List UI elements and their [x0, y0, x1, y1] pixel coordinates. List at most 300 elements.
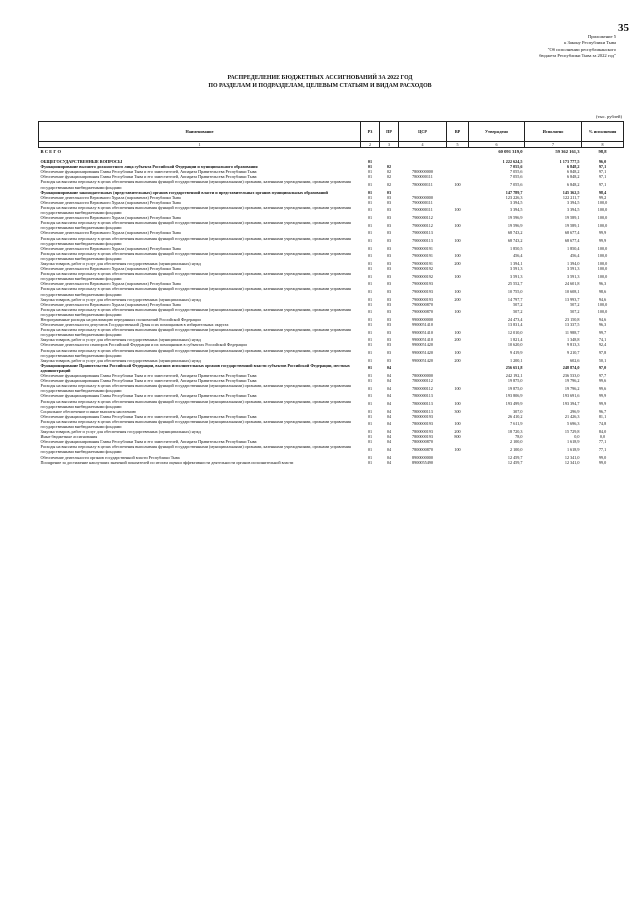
row-pr: 03	[386, 194, 392, 200]
row-executed: 6 848,2	[566, 182, 580, 188]
row-executed: 602,6	[570, 357, 580, 363]
row-csr: 9900051420	[412, 350, 433, 356]
row-executed: 10 608,1	[564, 288, 580, 294]
row-rz: 01	[367, 434, 373, 440]
row-name: Обеспечение деятельности Верховного Хурала (парламента) Республики Тыва	[40, 215, 181, 221]
row-name: Обеспечение деятельности Верховного Хурала (парламента) Республики Тыва	[40, 266, 181, 272]
row-vr: 100	[454, 253, 461, 259]
row-rz: 01	[367, 260, 373, 266]
row-approved: 3 591,3	[509, 266, 523, 272]
row-vr: 100	[454, 309, 461, 315]
row-pr: 03	[386, 337, 392, 343]
table-row	[39, 460, 624, 465]
row-rz: 01	[367, 164, 373, 170]
row-csr: 7800000113	[412, 393, 433, 399]
row-pr: 04	[386, 421, 392, 427]
row-vr: 100	[454, 222, 461, 228]
row-executed: 15 729,8	[564, 429, 580, 435]
row-approved: 24 473,4	[507, 317, 523, 322]
row-name: Обеспечение деятельности Верховного Хурала (парламента) Республики Тыва	[40, 199, 181, 205]
row-csr: 7800000111	[412, 174, 433, 180]
header-name: Наименование	[39, 122, 361, 142]
row-percent: 99,7	[598, 329, 607, 335]
row-vr: 300	[454, 408, 461, 414]
table-row	[39, 220, 624, 230]
row-approved: 1 200,1	[509, 357, 523, 363]
row-rz: 01	[367, 329, 373, 335]
row-approved: 7 611,9	[510, 421, 523, 427]
row-name: Обеспечение деятельности сенаторов Российской Федерации и их помощников в субъектах Российской Федерации	[40, 342, 247, 348]
row-pr: 03	[386, 309, 392, 315]
row-executed: 3 394,5	[566, 207, 580, 213]
row-rz: 01	[367, 317, 373, 322]
row-vr: 200	[454, 357, 461, 363]
row-name: Расходы на выплаты персоналу в целях обеспечения выполнения функций государственными (муниципальными) органами, казенными учреждениями, органами управления государственными внебюджетными фондами	[40, 398, 351, 409]
row-executed: 12 341,0	[564, 459, 580, 465]
row-executed: 68 677,4	[564, 238, 580, 244]
row-percent: 99,9	[598, 238, 607, 244]
row-csr: 7800000193	[412, 413, 433, 419]
row-pr: 04	[386, 434, 392, 440]
row-name: Функционирование высшего должностного лица субъекта Российской Федерации и муниципального образования	[40, 164, 258, 170]
row-csr: 7800000193	[412, 429, 433, 435]
row-rz: 01	[367, 385, 373, 391]
row-rz: 01	[367, 266, 373, 272]
row-executed: 68 677,4	[564, 230, 580, 236]
row-pr: 03	[386, 342, 392, 348]
row-executed: 456,4	[570, 253, 580, 259]
units-label: (тыс. рублей)	[596, 114, 622, 119]
row-executed: 1 348,8	[566, 337, 580, 343]
row-percent: 50,1	[598, 357, 607, 363]
header-vr: ВР	[447, 122, 469, 142]
row-rz: 01	[367, 408, 373, 414]
row-approved: 7 055,6	[509, 182, 523, 188]
row-executed: 19 589,1	[564, 215, 580, 221]
row-percent: 96,0	[598, 159, 607, 165]
appendix-line: "Об исполнении республиканского	[547, 46, 616, 52]
row-pr: 03	[386, 245, 392, 251]
row-executed: 193 691,6	[562, 393, 580, 399]
column-number: 6	[469, 142, 525, 148]
row-percent: 99,0	[598, 454, 607, 460]
row-pr: 03	[386, 350, 392, 356]
row-rz: 01	[367, 182, 373, 188]
row-rz: 01	[367, 301, 373, 307]
row-percent: 92,4	[598, 342, 607, 348]
row-rz: 01	[367, 253, 373, 259]
row-csr: 7900000111	[412, 207, 433, 213]
row-percent: 100,0	[597, 207, 608, 213]
row-executed: 19 589,1	[564, 222, 580, 228]
row-csr: 7800000000	[412, 373, 433, 379]
row-csr: 9900000000	[412, 317, 433, 322]
row-rz: 01	[367, 174, 373, 180]
row-executed: 13 993,7	[564, 296, 580, 302]
row-vr: 100	[454, 329, 461, 335]
row-approved: 456,4	[513, 253, 523, 259]
row-pr: 03	[386, 215, 392, 221]
row-csr: 7900000193	[412, 281, 433, 287]
row-pr: 03	[386, 288, 392, 294]
row-approved: 25 552,7	[507, 281, 523, 287]
row-percent: 77,1	[598, 439, 607, 445]
row-approved: 12 010,0	[507, 329, 523, 335]
row-executed: 11 988,7	[564, 329, 580, 335]
row-approved: 10 755,0	[507, 288, 523, 294]
row-name: Поощрение за достижение наилучших значений показателей по итогам оценки эффективности деятельности органов исполнительной власти	[40, 459, 294, 465]
row-approved: 256 651,8	[505, 365, 523, 371]
row-pr: 03	[386, 207, 392, 213]
row-name: Обеспечение деятельности Верховного Хурала (парламента) Республики Тыва	[40, 281, 181, 287]
row-csr: 7900000192	[412, 273, 433, 279]
row-approved: 2 100,0	[509, 446, 523, 452]
row-rz: 01	[367, 378, 373, 384]
row-rz: 01	[367, 401, 373, 407]
row-executed: 236 533,0	[562, 373, 580, 379]
row-executed: 59 362 161,3	[555, 149, 580, 155]
row-executed: 23 150,8	[564, 317, 580, 322]
row-approved: 1 222 624,5	[502, 159, 523, 165]
row-name: Расходы на выплаты персоналу в целях обеспечения выполнения функций государственными (муниципальными) органами, казенными учреждениями, органами управления государственными внебюджетными фондами	[40, 444, 351, 455]
row-csr: 9900051420	[412, 342, 433, 348]
table-row	[39, 363, 624, 373]
column-number: 4	[399, 142, 447, 148]
column-number: 8	[582, 142, 624, 148]
row-csr: 7800000112	[412, 378, 433, 384]
row-pr: 03	[386, 253, 392, 259]
row-pr: 03	[386, 317, 392, 322]
row-csr: 7900000113	[412, 238, 433, 244]
row-approved: 507,2	[513, 309, 523, 315]
row-name: Расходы на выплаты персоналу в целях обеспечения выполнения функций государственными (муниципальными) органами, казенными учреждениями, органами управления государственными внебюджетными фондами	[40, 179, 351, 190]
row-approved: 13 831,4	[507, 322, 523, 328]
row-executed: 3 591,3	[566, 273, 580, 279]
row-csr: 7900000193	[412, 296, 433, 302]
row-name: Расходы на выплаты персоналу в целях обеспечения выполнения функций государственными (муниципальными) органами, казенными учреждениями, органами управления государственными внебюджетными фондами	[40, 271, 351, 282]
row-approved: 19 875,0	[507, 385, 523, 391]
row-pr: 04	[386, 393, 392, 399]
row-pr: 02	[386, 169, 392, 175]
row-approved: 2 100,0	[509, 439, 523, 445]
row-pr: 03	[386, 238, 392, 244]
row-pr: 03	[386, 230, 392, 236]
row-approved: 19 875,0	[507, 378, 523, 384]
row-name: Обеспечение функционирования Главы Республики Тыва и его заместителей, Аппарата Правительства Республики Тыва	[40, 413, 257, 419]
row-name: Функционирование Правительства Российской Федерации, высших исполнительных органов государственной власти субъектов Российской Федерации, местных администраций	[40, 362, 350, 373]
row-rz: 01	[367, 393, 373, 399]
row-vr	[447, 363, 469, 373]
row-vr: 800	[454, 434, 461, 440]
row-rz: 01	[367, 309, 373, 315]
table-row	[39, 205, 624, 215]
row-approved: 1 394,1	[509, 260, 523, 266]
row-csr: 7800000112	[412, 385, 433, 391]
header-csr: ЦСР	[399, 122, 447, 142]
row-csr: 7900000000	[412, 194, 433, 200]
row-vr: 100	[454, 207, 461, 213]
row-percent: 99,9	[598, 401, 607, 407]
row-executed: 6 848,2	[566, 164, 580, 170]
row-approved: 26 410,2	[507, 413, 523, 419]
row-pr: 04	[386, 446, 392, 452]
table-row	[39, 348, 624, 358]
column-number: 7	[525, 142, 582, 148]
row-approved: 1 821,4	[509, 337, 523, 343]
row-pr: 03	[386, 322, 392, 328]
row-approved: 147 789,7	[505, 189, 523, 195]
row-executed: 3 394,5	[566, 199, 580, 205]
row-rz: 01	[367, 439, 373, 445]
row-csr: 7900000112	[412, 222, 433, 228]
row-rz: 01	[367, 169, 373, 175]
row-csr: 9900051420	[412, 357, 433, 363]
row-rz: 01	[367, 238, 373, 244]
row-approved: 78,0	[515, 434, 523, 440]
row-percent: 99,9	[598, 230, 607, 236]
row-csr: 7900000191	[412, 245, 433, 251]
row-rz: 01	[367, 459, 373, 465]
row-percent: 97,7	[598, 373, 607, 379]
row-name: Обеспечение деятельности депутатов Государственной Думы и их помощников в избирательных округах	[40, 322, 229, 328]
row-name: ОБЩЕГОСУДАРСТВЕННЫЕ ВОПРОСЫ	[40, 159, 123, 165]
row-percent: 84,0	[598, 429, 607, 435]
row-percent: 97,1	[598, 174, 607, 180]
row-rz: 01	[367, 421, 373, 427]
row-executed: 248 874,0	[562, 365, 580, 371]
row-executed: 12 341,0	[564, 454, 580, 460]
row-executed: 193 394,7	[562, 401, 580, 407]
row-pr: 04	[386, 365, 392, 371]
row-percent: 100,0	[597, 245, 608, 251]
row-pr: 02	[386, 164, 392, 170]
table-row	[39, 383, 624, 393]
row-name: Обеспечение деятельности Верховного Хурала (парламента) Республики Тыва	[40, 301, 181, 307]
row-name: Обеспечение функционирования Главы Республики Тыва и его заместителей, Аппарата Правительства Республики Тыва	[40, 169, 257, 175]
row-executed: 296,9	[570, 408, 580, 414]
row-name: Расходы на выплаты персоналу в целях обеспечения выполнения функций государственными (муниципальными) органами, казенными учреждениями, органами управления государственными внебюджетными фондами	[40, 204, 351, 216]
row-percent: 81,1	[598, 413, 607, 419]
row-approved: 507,2	[513, 301, 523, 307]
row-pr: 03	[386, 357, 392, 363]
page-number: 35	[618, 22, 629, 34]
row-pr: 03	[386, 199, 392, 205]
row-percent: 97,0	[598, 365, 607, 371]
row-rz: 01	[367, 199, 373, 205]
row-percent: 99,6	[598, 378, 607, 384]
row-percent: 100,0	[597, 260, 608, 266]
document-subtitle: ПО РАЗДЕЛАМ И ПОДРАЗДЕЛАМ, ЦЕЛЕВЫМ СТАТЬЯМ И ВИДАМ РАСХОДОВ	[208, 83, 432, 89]
row-name: Расходы на выплаты персоналу в целях обеспечения выполнения функций государственными (муниципальными) органами, казенными учреждениями, органами управления государственными внебюджетными фондами	[40, 347, 351, 358]
row-pr: 03	[386, 301, 392, 307]
row-approved: 68 743,2	[507, 238, 523, 244]
row-percent: 97,8	[598, 350, 607, 356]
row-percent: 99,6	[598, 385, 607, 391]
row-percent: 99,9	[598, 393, 607, 399]
row-executed: 19 796,2	[564, 378, 580, 384]
appendix-line: к Закону Республики Тыва	[564, 40, 616, 46]
row-percent: 98,6	[598, 288, 607, 294]
row-percent: 96,7	[598, 408, 607, 414]
row-name: Обеспечение функционирования Главы Республики Тыва и его заместителей, Аппарата Правительства Республики Тыва	[40, 174, 257, 180]
row-pr: 04	[386, 429, 392, 435]
table-row	[39, 286, 624, 296]
row-csr: 9900051410	[412, 329, 433, 335]
appendix-line: бюджета Республики Тыва за 2022 год"	[539, 53, 616, 59]
row-csr: 7900000191	[412, 253, 433, 259]
row-rz: 01	[367, 273, 373, 279]
row-percent: 99,2	[598, 194, 607, 200]
row-pr: 04	[386, 378, 392, 384]
row-rz: 01	[367, 230, 373, 236]
row-vr: 100	[454, 273, 461, 279]
row-name: Функционирование законодательных (представительных) органов государственной власти и представительных органов муниципальных образований	[40, 189, 328, 195]
column-number: 5	[447, 142, 469, 148]
row-vr: 100	[454, 385, 461, 391]
appendix-note	[466, 34, 616, 60]
row-vr: 200	[454, 296, 461, 302]
row-approved: 193 806,9	[505, 393, 523, 399]
row-approved: 3 394,5	[509, 207, 523, 213]
row-percent: 77,1	[598, 446, 607, 452]
row-name: Обеспечение функционирования Главы Республики Тыва и его заместителей, Аппарата Правительства Республики Тыва	[40, 393, 257, 399]
row-percent: 100,0	[597, 215, 608, 221]
row-name: Непрограммные расходы на реализацию переданных полномочий Российской Федерации	[40, 317, 201, 322]
row-executed: 1 394,0	[566, 260, 580, 266]
row-executed: 6 848,2	[566, 169, 580, 175]
row-rz: 01	[367, 365, 373, 371]
row-name: Обеспечение деятельности Верховного Хурала (парламента) Республики Тыва	[40, 245, 181, 251]
row-rz: 01	[367, 288, 373, 294]
row-approved: 7 055,6	[509, 164, 523, 170]
row-vr	[447, 460, 469, 465]
row-percent: 100,0	[597, 301, 608, 307]
row-vr: 100	[454, 401, 461, 407]
row-name: Обеспечение функционирования Главы Республики Тыва и его заместителей, Аппарата Правительства Республики Тыва	[40, 373, 257, 379]
row-rz: 01	[367, 296, 373, 302]
row-rz: 01	[367, 446, 373, 452]
row-name: Закупка товаров, работ и услуг для обеспечения государственных (муниципальных) нужд	[40, 296, 201, 302]
row-vr: 100	[454, 238, 461, 244]
row-rz: 01	[367, 350, 373, 356]
row-csr: 7900000111	[412, 199, 433, 205]
row-pr: 03	[386, 296, 392, 302]
row-approved: 19 596,9	[507, 215, 523, 221]
row-percent: 98,8	[598, 149, 607, 155]
table-row	[39, 236, 624, 246]
row-pr: 03	[386, 281, 392, 287]
row-name: Иные бюджетные ассигнования	[40, 434, 98, 440]
row-name: Расходы на выплаты персоналу в целях обеспечения выполнения функций государственными (муниципальными) органами, казенными учреждениями, органами управления государственными внебюджетными фондами	[40, 306, 351, 317]
row-vr: 200	[454, 337, 461, 343]
row-executed: 1 618,9	[566, 439, 580, 445]
header-approved: Утверждено	[469, 122, 525, 142]
table-row	[39, 271, 624, 281]
row-vr	[447, 148, 469, 156]
row-rz: 01	[367, 222, 373, 228]
row-approved: 7 055,6	[509, 169, 523, 175]
row-pr: 04	[386, 408, 392, 414]
row-percent: 100,0	[597, 266, 608, 272]
row-executed: 21 426,3	[564, 413, 580, 419]
row-approved: 3 394,5	[509, 199, 523, 205]
row-executed: 122 211,7	[562, 194, 580, 200]
row-name: Расходы на выплаты персоналу в целях обеспечения выполнения функций государственными (муниципальными) органами, казенными учреждениями, органами управления государственными внебюджетными фондами	[40, 327, 351, 338]
row-name: Обеспечение деятельности Верховного Хурала (парламента) Республики Тыва	[40, 230, 181, 236]
row-rz: 01	[367, 342, 373, 348]
row-executed: 13 337,5	[564, 322, 580, 328]
row-rz: 01	[367, 159, 373, 165]
row-percent: 96,3	[598, 281, 607, 287]
row-csr: 7900000193	[412, 288, 433, 294]
row-csr: 7800000111	[412, 182, 433, 188]
row-percent: 0,0	[599, 434, 606, 440]
row-csr	[399, 363, 447, 373]
row-rz: 01	[367, 189, 373, 195]
row-percent: 100,0	[597, 199, 608, 205]
row-csr: 7900000870	[412, 301, 433, 307]
row-approved: 18 720,3	[507, 429, 523, 435]
row-pr: 02	[386, 174, 392, 180]
row-percent: 96,3	[598, 322, 607, 328]
row-rz	[361, 148, 380, 156]
row-executed: 0,0	[574, 434, 580, 440]
row-name: Обеспечение деятельности органов государственной власти Республики Тыва	[40, 454, 180, 460]
row-vr: 100	[454, 421, 461, 427]
row-csr	[399, 148, 447, 156]
table-row	[39, 327, 624, 337]
row-percent: 99,0	[598, 459, 607, 465]
row-name: Обеспечение функционирования Главы Республики Тыва и его заместителей, Аппарата Правительства Республики Тыва	[40, 439, 257, 445]
row-pr: 03	[386, 222, 392, 228]
row-approved: 12 459,7	[507, 459, 523, 465]
row-percent: 100,0	[597, 222, 608, 228]
row-vr: 100	[454, 446, 461, 452]
header-row	[39, 122, 624, 142]
row-approved: 19 596,9	[507, 222, 523, 228]
row-csr: 9900051410	[412, 337, 433, 343]
table-row	[39, 307, 624, 317]
row-rz: 01	[367, 413, 373, 419]
row-pr: 03	[386, 273, 392, 279]
document-title: РАСПРЕДЕЛЕНИЕ БЮДЖЕТНЫХ АССИГНОВАНИЙ ЗА 2022 ГОД	[227, 75, 413, 81]
row-approved: 9 419,9	[509, 350, 523, 356]
row-name: В С Е Г О	[40, 149, 62, 155]
row-csr: 7800000113	[412, 408, 433, 414]
row-csr: 7900000113	[412, 230, 433, 236]
row-executed: 1 173 777,5	[559, 159, 580, 165]
row-executed: 1 618,9	[566, 446, 580, 452]
row-approved: 10 620,0	[507, 342, 523, 348]
row-pr: 03	[386, 189, 392, 195]
row-percent: 94,6	[598, 317, 607, 322]
row-rz: 01	[367, 357, 373, 363]
row-csr: 8900000000	[412, 454, 433, 460]
row-percent: 97,1	[598, 169, 607, 175]
row-rz: 01	[367, 373, 373, 379]
row-pr: 04	[386, 385, 392, 391]
row-name: Обеспечение деятельности Верховного Хурала (парламента) Республики Тыва	[40, 194, 181, 200]
row-name: Расходы на выплаты персоналу в целях обеспечения выполнения функций государственными (муниципальными) органами, казенными учреждениями, органами управления государственными внебюджетными фондами	[40, 286, 351, 297]
budget-table	[38, 121, 624, 465]
row-csr: 7900000870	[412, 309, 433, 315]
row-csr: 7900000112	[412, 215, 433, 221]
row-vr: 100	[454, 288, 461, 294]
row-approved: 3 591,3	[509, 273, 523, 279]
row-csr: 7900000192	[412, 266, 433, 272]
row-pr: 04	[386, 439, 392, 445]
table-row	[39, 419, 624, 429]
